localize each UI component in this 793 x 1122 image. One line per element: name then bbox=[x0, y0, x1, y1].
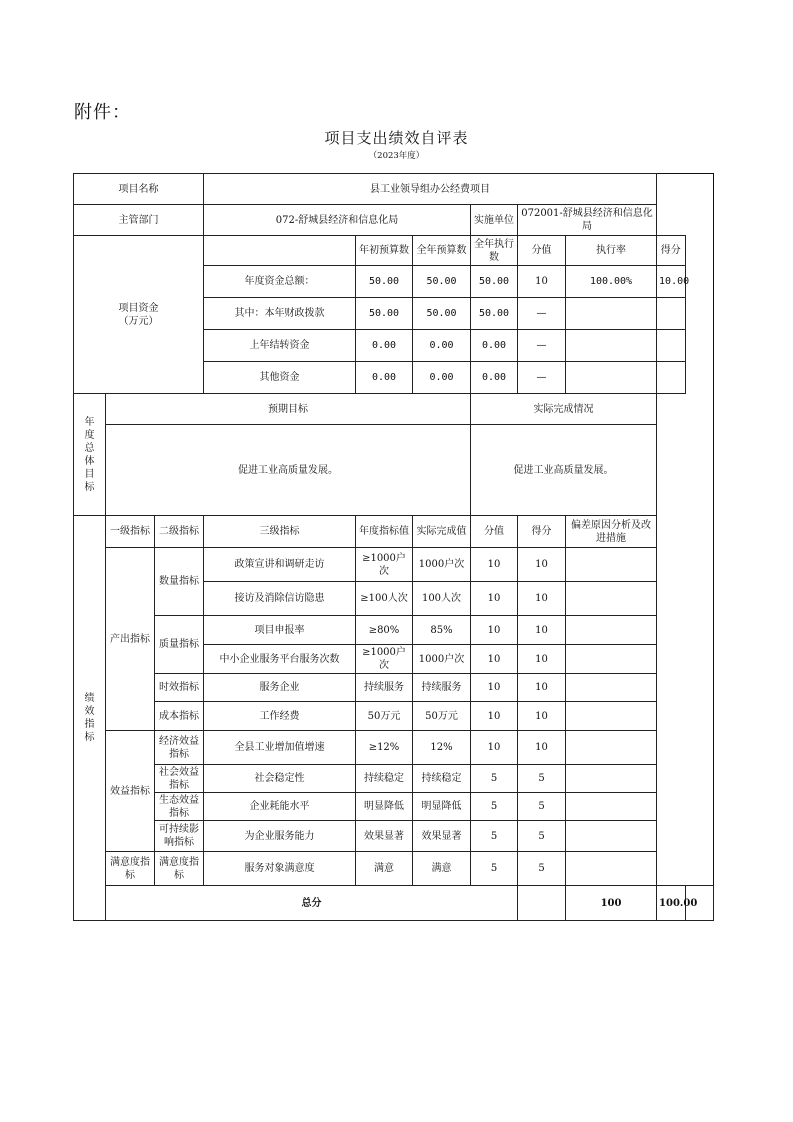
indicator-score: 5 bbox=[518, 765, 566, 793]
funds-row-name: 其中：本年财政拨款 bbox=[204, 298, 356, 330]
total-value: 100 bbox=[566, 886, 657, 921]
funds-label bbox=[74, 236, 204, 394]
project-name-value: 县工业领导组办公经费项目 bbox=[204, 174, 657, 205]
indicator-actual: 持续服务 bbox=[413, 674, 471, 702]
indicator-value: 5 bbox=[471, 793, 518, 821]
indicator-score: 5 bbox=[518, 852, 566, 886]
indicator-target: 持续服务 bbox=[356, 674, 413, 702]
indicator-actual: 明显降低 bbox=[413, 793, 471, 821]
header-reason: 偏差原因分析及改进措施 bbox=[566, 516, 657, 548]
indicator-reason bbox=[566, 852, 657, 886]
funds-row-initial: 0.00 bbox=[356, 362, 413, 394]
header-level2: 二级指标 bbox=[155, 516, 204, 548]
funds-header-initial: 年初预算数 bbox=[356, 236, 413, 266]
indicator-target: 效果显著 bbox=[356, 821, 413, 852]
funds-header-annual: 全年预算数 bbox=[413, 236, 471, 266]
indicator-row bbox=[74, 852, 714, 886]
funds-row-name: 上年结转资金 bbox=[204, 330, 356, 362]
indicator-row bbox=[74, 548, 714, 582]
indicator-score: 10 bbox=[518, 548, 566, 582]
indicator-reason bbox=[566, 702, 657, 731]
indicator-reason bbox=[566, 821, 657, 852]
goals-header-row bbox=[74, 394, 714, 425]
indicator-target: ≥100人次 bbox=[356, 582, 413, 616]
project-name-label: 项目名称 bbox=[74, 174, 204, 205]
indicators-label bbox=[74, 516, 106, 921]
header-value: 分值 bbox=[471, 516, 518, 548]
department-row bbox=[74, 205, 714, 236]
indicator-reason bbox=[566, 645, 657, 674]
indicator-score: 10 bbox=[518, 645, 566, 674]
indicator-value: 10 bbox=[471, 731, 518, 765]
indicator-value: 5 bbox=[471, 765, 518, 793]
funds-row-rate bbox=[566, 298, 657, 330]
level1-benefit: 效益指标 bbox=[106, 731, 155, 852]
funds-header-score: 得分 bbox=[657, 236, 685, 266]
indicator-target: 持续稳定 bbox=[356, 765, 413, 793]
level2-quality: 质量指标 bbox=[155, 616, 204, 674]
funds-row-name: 其他资金 bbox=[204, 362, 356, 394]
level2-cost: 成本指标 bbox=[155, 702, 204, 731]
funds-row-executed: 0.00 bbox=[471, 330, 518, 362]
dept-label: 主管部门 bbox=[74, 205, 204, 236]
funds-row-score-value: 10 bbox=[518, 266, 566, 298]
indicator-reason bbox=[566, 765, 657, 793]
funds-label-line2: （万元） bbox=[118, 315, 159, 327]
indicator-value: 10 bbox=[471, 548, 518, 582]
indicator-name: 项目申报率 bbox=[204, 616, 356, 645]
goals-label bbox=[74, 394, 106, 516]
funds-row-executed: 50.00 bbox=[471, 298, 518, 330]
indicator-row bbox=[74, 821, 714, 852]
indicator-actual: 满意 bbox=[413, 852, 471, 886]
header-actual: 实际完成值 bbox=[413, 516, 471, 548]
indicator-value: 10 bbox=[471, 582, 518, 616]
funds-row-score: 10.00 bbox=[657, 266, 685, 298]
indicator-actual: 50万元 bbox=[413, 702, 471, 731]
indicator-score: 10 bbox=[518, 616, 566, 645]
report-year: （2023年度） bbox=[368, 151, 425, 161]
indicator-name: 全县工业增加值增速 bbox=[204, 731, 356, 765]
indicator-name: 中小企业服务平台服务次数 bbox=[204, 645, 356, 674]
indicator-row bbox=[74, 674, 714, 702]
funds-row-annual: 50.00 bbox=[413, 266, 471, 298]
level2-quantity: 数量指标 bbox=[155, 548, 204, 616]
indicator-reason bbox=[566, 731, 657, 765]
funds-label-line1: 项目资金 bbox=[118, 302, 159, 314]
indicator-actual: 1000户次 bbox=[413, 548, 471, 582]
funds-row-executed: 0.00 bbox=[471, 362, 518, 394]
page-title: 项目支出绩效自评表 bbox=[324, 129, 469, 147]
goals-content-row bbox=[74, 425, 714, 516]
implement-unit-label: 实施单位 bbox=[471, 205, 518, 236]
indicator-name: 为企业服务能力 bbox=[204, 821, 356, 852]
indicator-name: 社会稳定性 bbox=[204, 765, 356, 793]
funds-header-executed: 全年执行数 bbox=[471, 236, 518, 266]
funds-row-score-value: — bbox=[518, 362, 566, 394]
funds-row-score bbox=[657, 362, 685, 394]
indicator-row bbox=[74, 616, 714, 645]
indicator-row bbox=[74, 702, 714, 731]
level1-satisfaction: 满意度指标 bbox=[106, 852, 155, 886]
indicator-score: 10 bbox=[518, 731, 566, 765]
indicator-name: 服务企业 bbox=[204, 674, 356, 702]
indicator-actual: 12% bbox=[413, 731, 471, 765]
indicator-actual: 85% bbox=[413, 616, 471, 645]
level2-social: 社会效益指标 bbox=[155, 765, 204, 793]
funds-row-score bbox=[657, 330, 685, 362]
indicator-reason bbox=[566, 548, 657, 582]
actual-completion-header: 实际完成情况 bbox=[471, 394, 657, 425]
indicator-value: 10 bbox=[471, 616, 518, 645]
indicator-row bbox=[74, 765, 714, 793]
indicator-name: 服务对象满意度 bbox=[204, 852, 356, 886]
level2-timeliness: 时效指标 bbox=[155, 674, 204, 702]
indicator-value: 5 bbox=[471, 852, 518, 886]
indicator-value: 10 bbox=[471, 645, 518, 674]
funds-row-name: 年度资金总额： bbox=[204, 266, 356, 298]
indicator-row bbox=[74, 793, 714, 821]
header-level1: 一级指标 bbox=[106, 516, 155, 548]
funds-row-score bbox=[657, 298, 685, 330]
indicator-target: ≥80% bbox=[356, 616, 413, 645]
level1-output: 产出指标 bbox=[106, 548, 155, 731]
dept-value: 072-舒城县经济和信息化局 bbox=[204, 205, 471, 236]
funds-row-annual: 0.00 bbox=[413, 362, 471, 394]
self-evaluation-table bbox=[73, 173, 714, 921]
indicator-value: 10 bbox=[471, 674, 518, 702]
indicator-score: 10 bbox=[518, 582, 566, 616]
goals-label-text: 年度总体目标 bbox=[84, 416, 95, 493]
implement-unit-value: 072001-舒城县经济和信息化局 bbox=[518, 205, 657, 236]
funds-row-annual: 50.00 bbox=[413, 298, 471, 330]
project-name-row bbox=[74, 174, 714, 205]
funds-header-rate: 执行率 bbox=[566, 236, 657, 266]
total-label: 总分 bbox=[106, 886, 518, 921]
indicator-target: 明显降低 bbox=[356, 793, 413, 821]
funds-row-rate bbox=[566, 330, 657, 362]
indicator-name: 企业耗能水平 bbox=[204, 793, 356, 821]
expected-goal-text: 促进工业高质量发展。 bbox=[106, 425, 471, 516]
attachment-label: 附件： bbox=[74, 102, 131, 123]
funds-row-rate bbox=[566, 362, 657, 394]
indicator-score: 10 bbox=[518, 702, 566, 731]
funds-row-score-value: — bbox=[518, 330, 566, 362]
funds-row-annual: 0.00 bbox=[413, 330, 471, 362]
indicator-actual: 100人次 bbox=[413, 582, 471, 616]
indicator-reason bbox=[566, 616, 657, 645]
header-score: 得分 bbox=[518, 516, 566, 548]
indicators-label-text: 绩效指标 bbox=[84, 693, 95, 743]
indicator-score: 10 bbox=[518, 674, 566, 702]
total-score: 100.00 bbox=[657, 886, 685, 921]
indicator-actual: 持续稳定 bbox=[413, 765, 471, 793]
indicator-reason bbox=[566, 793, 657, 821]
funds-header-score-value: 分值 bbox=[518, 236, 566, 266]
actual-completion-text: 促进工业高质量发展。 bbox=[471, 425, 657, 516]
header-target: 年度指标值 bbox=[356, 516, 413, 548]
indicator-target: ≥12% bbox=[356, 731, 413, 765]
indicator-target: 满意 bbox=[356, 852, 413, 886]
funds-row-initial: 0.00 bbox=[356, 330, 413, 362]
level2-ecological: 生态效益指标 bbox=[155, 793, 204, 821]
indicator-name: 工作经费 bbox=[204, 702, 356, 731]
indicator-row bbox=[74, 731, 714, 765]
funds-header-blank bbox=[204, 236, 356, 266]
indicator-reason bbox=[566, 674, 657, 702]
level2-satisfaction: 满意度指标 bbox=[155, 852, 204, 886]
funds-header-row bbox=[74, 236, 714, 266]
indicator-value: 5 bbox=[471, 821, 518, 852]
indicator-target: ≥1000户次 bbox=[356, 548, 413, 582]
indicators-header-row bbox=[74, 516, 714, 548]
total-blank bbox=[518, 886, 566, 921]
indicator-reason bbox=[566, 582, 657, 616]
funds-row-initial: 50.00 bbox=[356, 266, 413, 298]
indicator-score: 5 bbox=[518, 821, 566, 852]
funds-row-initial: 50.00 bbox=[356, 298, 413, 330]
total-row bbox=[74, 886, 714, 921]
funds-row-score-value: — bbox=[518, 298, 566, 330]
header-level3: 三级指标 bbox=[204, 516, 356, 548]
funds-row-executed: 50.00 bbox=[471, 266, 518, 298]
indicator-score: 5 bbox=[518, 793, 566, 821]
indicator-name: 接访及消除信访隐患 bbox=[204, 582, 356, 616]
funds-row-rate: 100.00% bbox=[566, 266, 657, 298]
indicator-actual: 1000户次 bbox=[413, 645, 471, 674]
indicator-actual: 效果显著 bbox=[413, 821, 471, 852]
indicator-name: 政策宣讲和调研走访 bbox=[204, 548, 356, 582]
indicator-target: ≥1000户次 bbox=[356, 645, 413, 674]
indicator-value: 10 bbox=[471, 702, 518, 731]
level2-sustainable: 可持续影响指标 bbox=[155, 821, 204, 852]
indicator-target: 50万元 bbox=[356, 702, 413, 731]
expected-goal-header: 预期目标 bbox=[106, 394, 471, 425]
level2-economic: 经济效益指标 bbox=[155, 731, 204, 765]
